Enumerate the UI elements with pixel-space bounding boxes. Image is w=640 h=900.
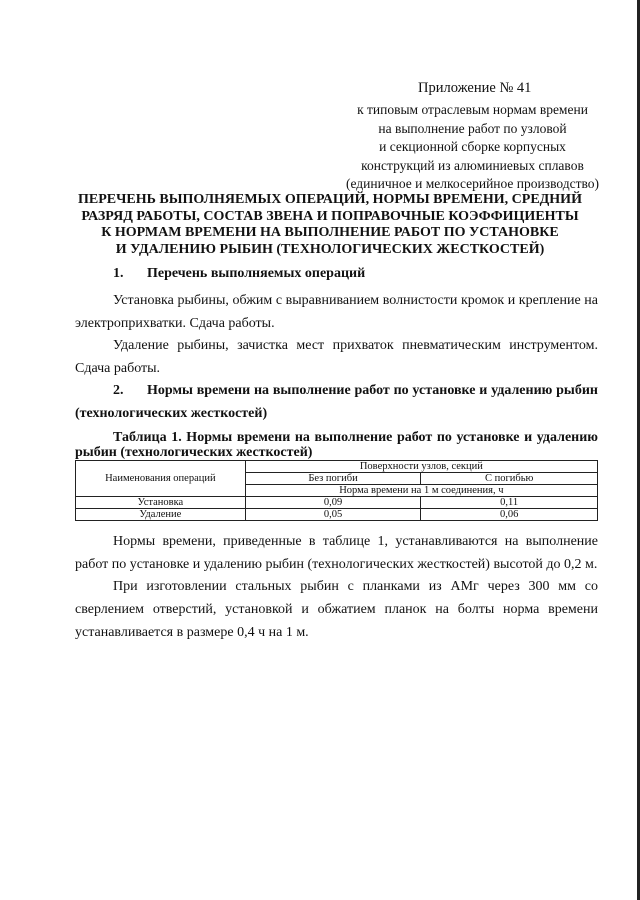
title-line: К НОРМАМ ВРЕМЕНИ НА ВЫПОЛНЕНИЕ РАБОТ ПО УСТАНОВКЕ bbox=[101, 225, 559, 240]
document-title bbox=[60, 192, 600, 258]
header-norm: Норма времени на 1 м соединения, ч bbox=[245, 485, 597, 497]
section2-number: 2. bbox=[113, 383, 124, 398]
title-line: ПЕРЕЧЕНЬ ВЫПОЛНЯЕМЫХ ОПЕРАЦИЙ, НОРМЫ ВРЕМЕНИ, СРЕДНИЙ bbox=[78, 192, 582, 207]
header-no-bend: Без погиби bbox=[245, 473, 421, 485]
appendix-line: и секционной сборке корпусных bbox=[379, 139, 566, 154]
cell-no-bend: 0,05 bbox=[245, 509, 421, 521]
appendix-label: Приложение № 41 bbox=[418, 80, 532, 96]
section1-paragraph: Установка рыбины, обжим с выравниванием волнистости кромок и крепление на электроприхватки. Сдача работы. bbox=[75, 293, 598, 331]
header-operation: Наименования операций bbox=[76, 461, 246, 497]
table-row bbox=[76, 509, 598, 521]
cell-operation: Установка bbox=[76, 497, 246, 509]
title-line: РАЗРЯД РАБОТЫ, СОСТАВ ЗВЕНА И ПОПРАВОЧНЫЕ КОЭФФИЦИЕНТЫ bbox=[81, 208, 579, 224]
table-header-row bbox=[76, 461, 598, 473]
after-table-paragraph: При изготовлении стальных рыбин с планками из АМг через 300 мм со сверлением отверстий, установкой и обжатием планок на болты норма времени устанавливается в размере 0,4 ч на 1 м. bbox=[75, 579, 598, 640]
appendix-line: конструкций из алюминиевых сплавов bbox=[361, 157, 584, 173]
section1-heading: Перечень выполняемых операций bbox=[147, 266, 366, 281]
cell-no-bend: 0,09 bbox=[245, 497, 421, 509]
norms-table bbox=[75, 460, 598, 521]
after-table-paragraph: Нормы времени, приведенные в таблице 1, устанавливаются на выполнение работ по установке и удалению рыбин (технологических жесткостей) высотой до 0,2 м. bbox=[75, 534, 598, 572]
section1-paragraph: Удаление рыбины, зачистка мест прихваток пневматическим инструментом. Сдача работы. bbox=[75, 338, 598, 376]
cell-operation: Удаление bbox=[76, 509, 246, 521]
appendix-line: к типовым отраслевым нормам времени bbox=[357, 102, 588, 117]
cell-with-bend: 0,11 bbox=[421, 497, 598, 509]
appendix-line: на выполнение работ по узловой bbox=[378, 120, 567, 136]
cell-with-bend: 0,06 bbox=[421, 509, 598, 521]
table-row bbox=[76, 497, 598, 509]
appendix-reference bbox=[330, 101, 615, 194]
header-surfaces: Поверхности узлов, секций bbox=[245, 461, 597, 473]
section2-heading: Нормы времени на выполнение работ по установке и удалению рыбин (технологических жесткостей) bbox=[75, 383, 598, 421]
title-line: И УДАЛЕНИЮ РЫБИН (ТЕХНОЛОГИЧЕСКИХ ЖЕСТКОСТЕЙ) bbox=[115, 241, 545, 257]
header-with-bend: С погибью bbox=[421, 473, 598, 485]
section1-number: 1. bbox=[113, 266, 124, 281]
appendix-line: (единичное и мелкосерийное производство) bbox=[345, 176, 600, 191]
table-caption: Таблица 1. Нормы времени на выполнение работ по установке и удалению рыбин (технологических жесткостей) bbox=[75, 430, 598, 460]
